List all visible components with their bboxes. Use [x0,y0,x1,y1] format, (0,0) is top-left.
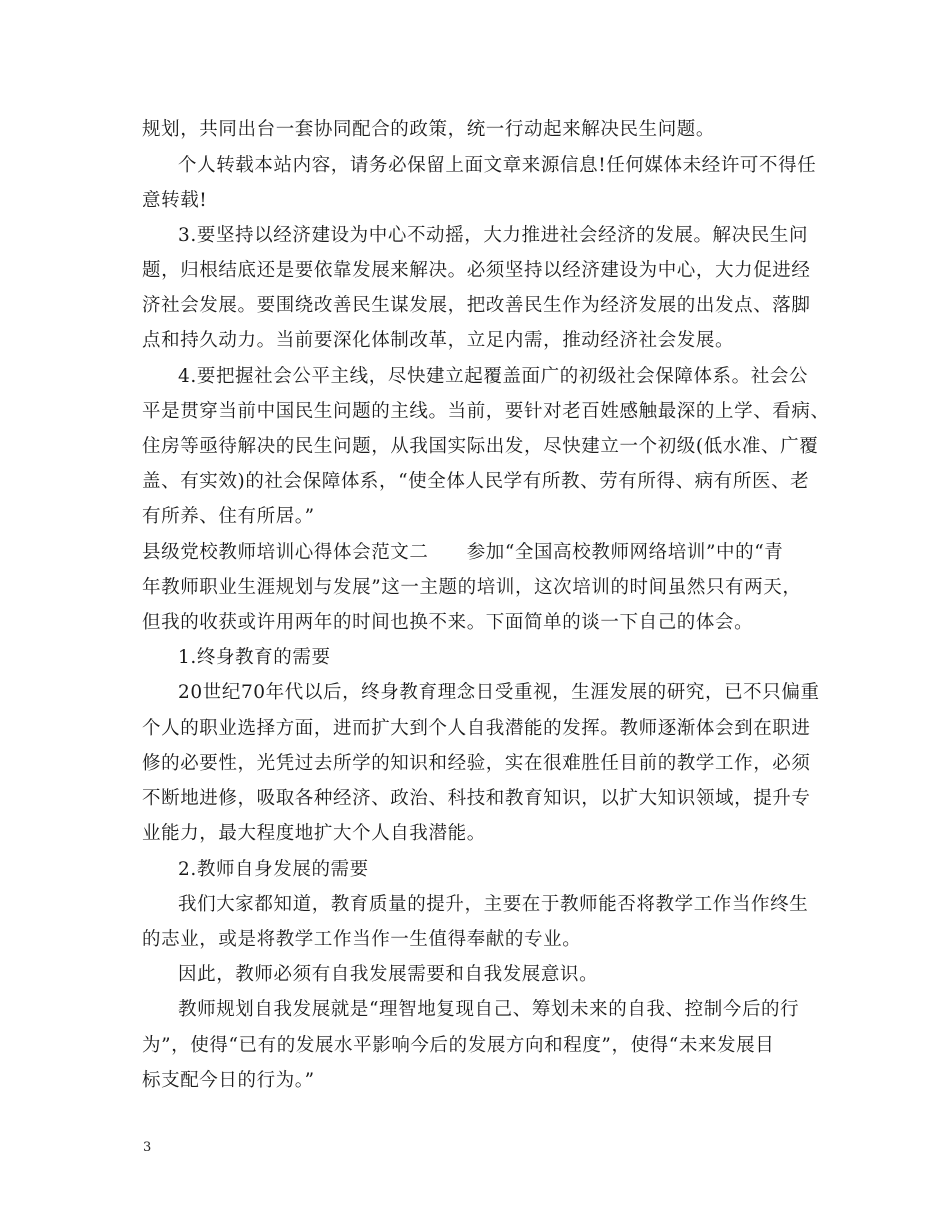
text-line: 20世纪70年代以后，终身教育理念日受重视，生涯发展的研究，已不只偏重 [178,682,820,703]
text-line: 县级党校教师培训心得体会范文二 参加“全国高校教师网络培训”中的“青 [142,542,784,563]
text-line: 济社会发展。要围绕改善民生谋发展，把改善民生作为经济发展的出发点、落脚 [142,295,811,316]
text-line: 3.要坚持以经济建设为中心不动摇，大力推进社会经济的发展。解决民生问 [178,225,809,246]
text-line: 规划，共同出台一套协同配合的政策，统一行动起来解决民生问题。 [142,119,716,140]
text-line: 但我的收获或许用两年的时间也换不来。下面简单的谈一下自己的体会。 [142,612,754,633]
text-line: 修的必要性，光凭过去所学的知识和经验，实在很难胜任目前的教学工作，必须 [142,753,811,774]
text-line: 我们大家都知道，教育质量的提升，主要在于教师能否将教学工作当作终生 [178,894,809,915]
text-line: 年教师职业生涯规划与发展”这一主题的培训，这次培训的时间虽然只有两天， [142,577,802,598]
text-line: 教师规划自我发展就是“理智地复现自己、筹划未来的自我、控制今后的行 [178,999,800,1020]
text-line: 盖、有实效)的社会保障体系，“使全体人民学有所教、劳有所得、病有所医、老 [142,471,810,492]
text-line: 有所养、住有所居。” [142,506,315,527]
text-line: 为”，使得“已有的发展水平影响今后的发展方向和程度”，使得“未来发展目 [142,1035,775,1056]
text-line: 1.终身教育的需要 [178,647,331,668]
text-line: 标支配今日的行为。” [142,1070,315,1091]
text-line: 2.教师自身发展的需要 [178,859,369,880]
page-number: 3 [143,1140,152,1155]
text-line: 不断地进修，吸取各种经济、政治、科技和教育知识，以扩大知识领域，提升专 [142,788,811,809]
text-line: 个人转载本站内容，请务必保留上面文章来源信息!任何媒体未经许可不得任 [178,155,817,176]
text-line: 题，归根结底还是要依靠发展来解决。必须坚持以经济建设为中心，大力促进经 [142,260,811,281]
text-line: 平是贯穿当前中国民生问题的主线。当前，要针对老百姓感触最深的上学、看病、 [142,401,830,422]
text-line: 的志业，或是将教学工作当作一生值得奉献的专业。 [142,929,582,950]
text-line: 因此，教师必须有自我发展需要和自我发展意识。 [178,964,599,985]
text-line: 业能力，最大程度地扩大个人自我潜能。 [142,823,486,844]
text-line: 点和持久动力。当前要深化体制改革，立足内需，推动经济社会发展。 [142,330,735,351]
text-line: 意转载! [142,190,208,211]
text-line: 个人的职业选择方面，进而扩大到个人自我潜能的发挥。教师逐渐体会到在职进 [142,718,811,739]
text-line: 住房等亟待解决的民生问题，从我国实际出发，尽快建立一个初级(低水准、广覆 [142,436,819,457]
text-line: 4.要把握社会公平主线，尽快建立起覆盖面广的初级社会保障体系。社会公 [178,366,809,387]
